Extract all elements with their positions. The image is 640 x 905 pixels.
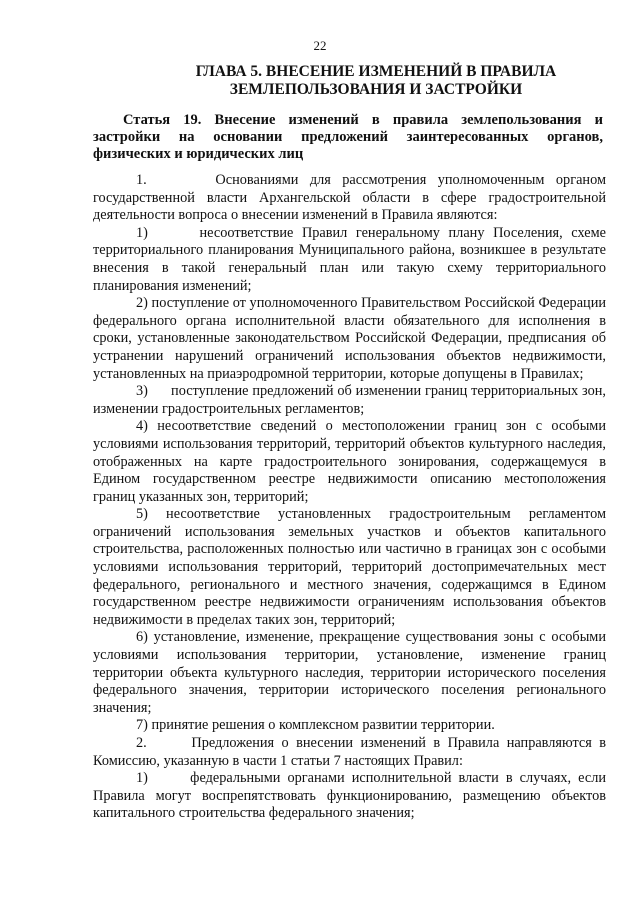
document-body	[93, 172, 606, 823]
article-title: Статья 19. Внесение изменений в правила землепользования и застройки на основании предложений заинтересованных органов, физических и юридических лиц	[93, 112, 603, 162]
list-item-1-4: 4) несоответствие сведений о местоположении границ зон с особыми условиями использования территорий, территорий объектов культурного наследия, отображенных на карте градостроительного зонирования, содержащемуся в Едином государственном реестре недвижимости описанию местоположения границ указанных зон, территорий;	[93, 418, 606, 505]
page-number: 22	[313, 38, 327, 53]
list-item-2-1: 1) федеральными органами исполнительной власти в случаях, если Правила могут воспрепятствовать функционированию, размещению объектов капитального строительства федерального значения;	[93, 770, 606, 822]
chapter-title: ГЛАВА 5. ВНЕСЕНИЕ ИЗМЕНЕНИЙ В ПРАВИЛА ЗЕМЛЕПОЛЬЗОВАНИЯ И ЗАСТРОЙКИ	[195, 63, 557, 98]
list-item-1-7: 7) принятие решения о комплексном развитии территории.	[136, 717, 495, 734]
paragraph-2: 2. Предложения о внесении изменений в Правила направляются в Комиссию, указанную в части 1 статьи 7 настоящих Правил:	[93, 735, 606, 769]
list-item-1-6: 6) установление, изменение, прекращение существования зоны с особыми условиями использования территории, установление, изменение границ территории объекта культурного наследия, территории исторического поселения федерального значения, территории исторического поселения регионального значения;	[93, 629, 606, 716]
list-item-1-5: 5) несоответствие установленных градостроительным регламентом ограничений использования земельных участков и объектов капитального строительства, расположенных полностью или частично в границах зон с особыми условиями использования территорий, территорий достопримечательных мест федерального, регионального и местного значения, содержащимся в Едином государственном реестре недвижимости ограничениям использования объектов недвижимости в пределах таких зон, территорий;	[93, 506, 606, 628]
paragraph-1: 1. Основаниями для рассмотрения уполномоченным органом государственной власти Архангельской области в сфере градостроительной деятельности вопроса о внесении изменений в Правила являются:	[93, 172, 606, 224]
list-item-1-2: 2) поступление от уполномоченного Правительством Российской Федерации федерального органа исполнительной власти обязательного для исполнения в сроки, установленные законодательством Российской Федерации, предписания об устранении нарушений ограничений использования объектов недвижимости, установленных на приаэродромной территории, которые допущены в Правилах;	[93, 295, 606, 382]
list-item-1-3: 3) поступление предложений об изменении границ территориальных зон, изменении градостроительных регламентов;	[93, 383, 606, 417]
list-item-1-1: 1) несоответствие Правил генеральному плану Поселения, схеме территориального планирования Муниципального района, возникшее в результате внесения в такой генеральный план или такую схему территориального планирования изменений;	[93, 224, 606, 294]
